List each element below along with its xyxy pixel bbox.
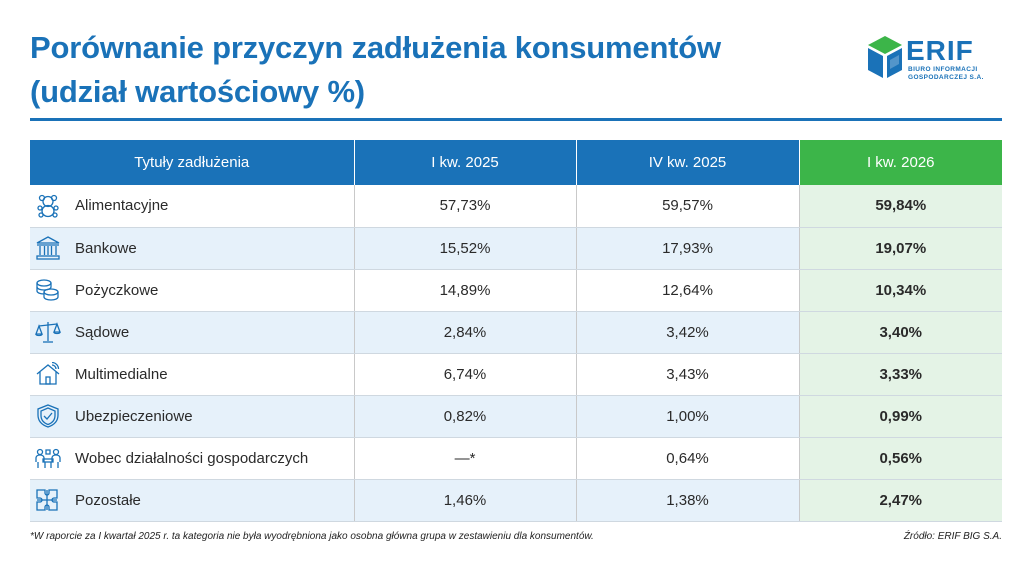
header-debt-titles: Tytuły zadłużenia bbox=[30, 140, 354, 185]
cell-q1-2025: 2,84% bbox=[354, 311, 576, 353]
coins-icon bbox=[34, 277, 62, 303]
cell-q1-2026: 59,84% bbox=[799, 185, 1002, 227]
row-label: Pozostałe bbox=[75, 491, 141, 509]
debt-comparison-table bbox=[30, 140, 1002, 522]
row-name-cell bbox=[30, 311, 354, 353]
page-title bbox=[30, 26, 790, 114]
footnote: *W raporcie za I kwartał 2025 r. ta kategoria nie była wyodrębniona jako osobna główna grupa w zestawieniu dla konsumentów. bbox=[30, 531, 594, 542]
puzzle-icon bbox=[34, 487, 62, 513]
row-label: Ubezpieczeniowe bbox=[75, 407, 193, 425]
cell-q1-2026: 0,56% bbox=[799, 437, 1002, 479]
row-label: Bankowe bbox=[75, 239, 137, 257]
logo-subtitle-line-1: BIURO INFORMACJI bbox=[908, 66, 978, 73]
row-name-cell bbox=[30, 269, 354, 311]
cell-q1-2026: 3,33% bbox=[799, 353, 1002, 395]
cell-q1-2025: 6,74% bbox=[354, 353, 576, 395]
row-name-cell bbox=[30, 185, 354, 227]
title-line-2: (udział wartościowy %) bbox=[30, 74, 365, 109]
table-row bbox=[30, 227, 1002, 269]
table-row bbox=[30, 185, 1002, 227]
shield-check-icon bbox=[34, 403, 62, 429]
cell-q4-2025: 1,38% bbox=[576, 479, 799, 521]
erif-logo bbox=[866, 34, 991, 82]
cell-q1-2025: 15,52% bbox=[354, 227, 576, 269]
smart-home-icon bbox=[34, 361, 62, 387]
cell-q1-2026: 0,99% bbox=[799, 395, 1002, 437]
teddy-bear-icon bbox=[34, 193, 62, 219]
cell-q1-2025: 1,46% bbox=[354, 479, 576, 521]
table-row bbox=[30, 437, 1002, 479]
business-meeting-icon bbox=[34, 445, 62, 471]
table-row bbox=[30, 311, 1002, 353]
scales-icon bbox=[34, 319, 62, 345]
cell-q1-2025: —* bbox=[354, 437, 576, 479]
cell-q1-2025: 14,89% bbox=[354, 269, 576, 311]
cell-q4-2025: 59,57% bbox=[576, 185, 799, 227]
row-label: Sądowe bbox=[75, 323, 130, 341]
table-row bbox=[30, 395, 1002, 437]
row-name-cell bbox=[30, 353, 354, 395]
cell-q1-2026: 3,40% bbox=[799, 311, 1002, 353]
bank-icon bbox=[34, 235, 62, 261]
logo-wordmark: ERIF bbox=[906, 35, 974, 66]
row-name-cell bbox=[30, 437, 354, 479]
table-row bbox=[30, 269, 1002, 311]
table-row bbox=[30, 353, 1002, 395]
row-name-cell bbox=[30, 479, 354, 521]
cell-q4-2025: 1,00% bbox=[576, 395, 799, 437]
cell-q1-2025: 0,82% bbox=[354, 395, 576, 437]
table-row bbox=[30, 479, 1002, 521]
header-q1-2026: I kw. 2026 bbox=[799, 140, 1002, 185]
logo-subtitle bbox=[908, 66, 984, 81]
cell-q4-2025: 12,64% bbox=[576, 269, 799, 311]
table-header-row bbox=[30, 140, 1002, 185]
source-note: Źródło: ERIF BIG S.A. bbox=[903, 531, 1002, 542]
header-q1-2025: I kw. 2025 bbox=[354, 140, 576, 185]
row-label: Multimedialne bbox=[75, 365, 168, 383]
cell-q1-2026: 2,47% bbox=[799, 479, 1002, 521]
row-label: Alimentacyjne bbox=[75, 197, 169, 215]
row-label: Wobec działalności gospodarczych bbox=[75, 449, 309, 467]
cell-q4-2025: 0,64% bbox=[576, 437, 799, 479]
logo-subtitle-line-2: GOSPODARCZEJ S.A. bbox=[908, 73, 984, 81]
cell-q1-2025: 57,73% bbox=[354, 185, 576, 227]
erif-cube-icon bbox=[866, 34, 904, 82]
cell-q4-2025: 17,93% bbox=[576, 227, 799, 269]
cell-q4-2025: 3,43% bbox=[576, 353, 799, 395]
row-name-cell bbox=[30, 395, 354, 437]
header-q4-2025: IV kw. 2025 bbox=[576, 140, 799, 185]
title-line-1: Porównanie przyczyn zadłużenia konsumentów bbox=[30, 30, 721, 65]
row-label: Pożyczkowe bbox=[75, 281, 159, 299]
cell-q1-2026: 19,07% bbox=[799, 227, 1002, 269]
row-name-cell bbox=[30, 227, 354, 269]
cell-q4-2025: 3,42% bbox=[576, 311, 799, 353]
title-divider bbox=[30, 118, 1002, 121]
cell-q1-2026: 10,34% bbox=[799, 269, 1002, 311]
